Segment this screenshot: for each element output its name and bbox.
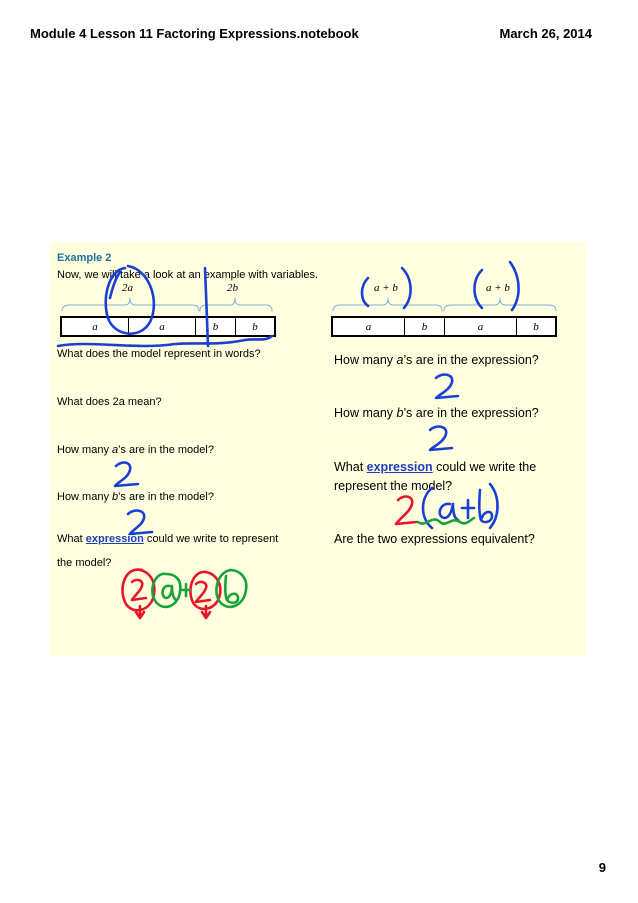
brace-label-a-plus-b: a + b: [486, 282, 510, 294]
question-count-b-expression: How many b’s are in the expression?: [334, 406, 539, 420]
ink-answer-2b: [128, 511, 152, 534]
right-brace-2: [444, 298, 556, 311]
ink-red-two-1: [132, 580, 146, 600]
question-expression-write: What expression could we write the: [334, 460, 537, 474]
ink-answer-2c: [436, 375, 458, 398]
ink-plus: [462, 500, 474, 518]
page-number: 9: [598, 860, 606, 875]
tape-cell-b: b: [405, 318, 445, 335]
left-brace-2b: [200, 298, 272, 311]
ink-red-arrow-1: [136, 606, 144, 618]
tape-cell-b: b: [252, 320, 258, 333]
left-brace-2a: [62, 298, 199, 311]
question-equivalent: Are the two expressions equivalent?: [334, 532, 535, 546]
tape-cell-a: a: [445, 318, 517, 335]
ink-green-circle-a: [152, 574, 180, 607]
ink-answer-2d: [430, 427, 452, 450]
tape-cell-a: a: [62, 318, 129, 335]
ink-green-plus: [182, 584, 190, 596]
ink-paren-right-1: [402, 268, 411, 308]
question-expression-model-line2: the model?: [57, 557, 112, 569]
question-expression-write-line2: represent the model?: [334, 479, 453, 493]
tape-cell-b: b: [196, 318, 236, 335]
ink-green-a: [163, 586, 176, 600]
ink-red-two-2: [196, 582, 210, 602]
question-expression-model: What expression could we write to represent: [57, 533, 279, 545]
question-model-words: What does the model represent in words?: [57, 348, 261, 360]
question-count-a-model: How many a’s are in the model?: [57, 444, 214, 456]
ink-answer-2: [115, 463, 138, 486]
ink-paren-right-2: [510, 262, 519, 310]
brace-label-2a: 2a: [122, 282, 133, 294]
ink-a: [440, 504, 458, 520]
brace-label-2b: 2b: [227, 282, 238, 294]
question-2a-meaning: What does 2a mean?: [57, 396, 162, 408]
ink-paren-close: [490, 484, 498, 528]
intro-text: Now, we will take a look at an example with variables.: [57, 269, 319, 281]
ink-green-b: [225, 576, 238, 603]
ink-red-2: [396, 497, 416, 524]
tape-cell-a: a: [129, 318, 196, 335]
right-brace-1: [333, 298, 442, 311]
document-title: Module 4 Lesson 11 Factoring Expressions.notebook: [30, 26, 359, 41]
ink-paren-left-1: [362, 278, 368, 306]
ink-divider-line: [205, 268, 208, 346]
tape-cell-a: a: [333, 318, 405, 335]
tape-cell-b: b: [533, 320, 539, 333]
ink-b: [479, 490, 492, 522]
brace-label-a-plus-b: a + b: [374, 282, 398, 294]
question-count-b-model: How many b’s are in the model?: [57, 491, 214, 503]
example-heading: Example 2: [57, 252, 112, 264]
ink-underbrace: [58, 336, 272, 346]
ink-paren-left-2: [475, 270, 483, 308]
document-date: March 26, 2014: [499, 26, 592, 41]
question-count-a-expression: How many a’s are in the expression?: [334, 353, 539, 367]
